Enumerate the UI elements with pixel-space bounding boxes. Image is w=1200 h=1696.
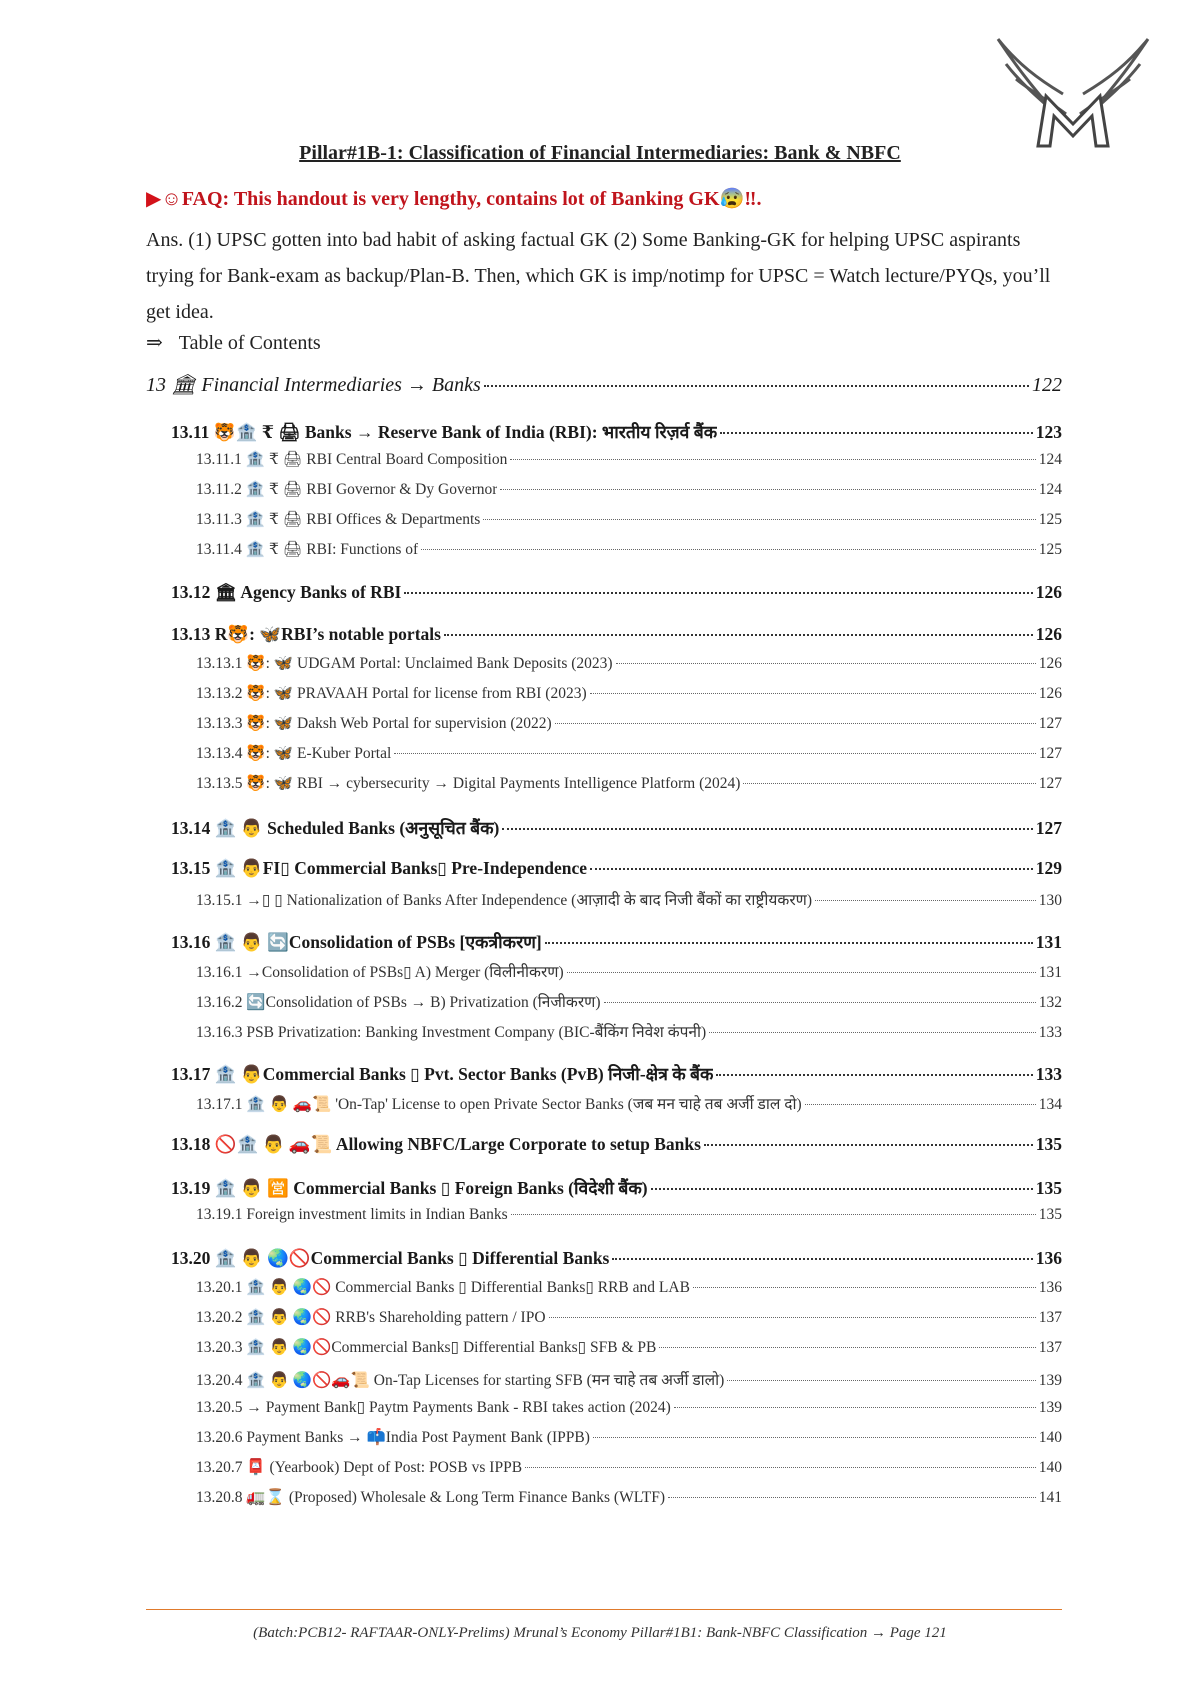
dot-leader bbox=[394, 753, 1035, 754]
toc-entry-label: 13 🏛 Financial Intermediaries → Banks bbox=[146, 374, 481, 396]
faq-suffix: ‼. bbox=[744, 188, 762, 210]
footer-rule bbox=[146, 1609, 1062, 1610]
toc-entry-label: 13.20.4 🏦 👨 🌏🚫🚗📜 On-Tap Licenses for starting SFB (मन चाहे तब अर्जी डालो) bbox=[196, 1372, 725, 1389]
toc-entry[interactable] bbox=[146, 1176, 1062, 1206]
toc-entry-label: 13.20.2 🏦 👨 🌏🚫 RRB's Shareholding pattern / IPO bbox=[196, 1309, 546, 1326]
dot-leader bbox=[549, 1317, 1036, 1318]
toc-entry[interactable] bbox=[146, 624, 1062, 654]
toc-entry-page: 127 bbox=[1038, 715, 1062, 732]
toc-entry-page: 135 bbox=[1035, 1134, 1062, 1154]
dot-leader bbox=[704, 1144, 1033, 1146]
toc-entry-label: 13.13.4 🐯: 🦋 E-Kuber Portal bbox=[196, 745, 392, 762]
dot-leader bbox=[616, 663, 1036, 664]
page-title: Pillar#1B-1: Classification of Financial Intermediaries: Bank & NBFC bbox=[299, 142, 901, 164]
toc-entry[interactable] bbox=[146, 684, 1062, 714]
toc-entry-page: 133 bbox=[1038, 1024, 1062, 1041]
toc-entry-page: 122 bbox=[1032, 374, 1062, 396]
dot-leader bbox=[612, 1258, 1032, 1260]
toc-entry-page: 140 bbox=[1038, 1429, 1062, 1446]
dot-leader bbox=[545, 942, 1033, 944]
table-of-contents bbox=[146, 372, 1062, 1518]
toc-entry-label: 13.15.1 →▯ ▯ Nationalization of Banks After Independence (आज़ादी के बाद निजी बैंकों का राष्ट्रीयकरण) bbox=[196, 892, 813, 909]
dot-leader bbox=[659, 1347, 1035, 1348]
toc-entry-label: 13.12 🏛 Agency Banks of RBI bbox=[171, 582, 402, 602]
toc-heading bbox=[146, 330, 321, 355]
toc-entry[interactable] bbox=[146, 774, 1062, 804]
toc-entry-label: 13.17 🏦 👨Commercial Banks ▯ Pvt. Sector Banks (PvB) निजी-क्षेत्र के बैंक bbox=[171, 1064, 714, 1084]
dot-leader bbox=[693, 1287, 1036, 1288]
toc-entry-label: 13.20 🏦 👨 🌏🚫Commercial Banks ▯ Differential Banks bbox=[171, 1248, 610, 1268]
toc-entry[interactable] bbox=[146, 450, 1062, 480]
dot-leader bbox=[555, 723, 1036, 724]
toc-entry-label: 13.11.3 🏦 ₹ 🖨 RBI Offices & Departments bbox=[196, 511, 481, 528]
toc-entry-page: 132 bbox=[1038, 994, 1062, 1011]
toc-entry-page: 139 bbox=[1038, 1399, 1062, 1416]
dot-leader bbox=[511, 1214, 1036, 1215]
toc-entry-page: 127 bbox=[1035, 818, 1062, 838]
toc-entry-page: 126 bbox=[1035, 582, 1062, 602]
toc-entry-label: 13.18 🚫🏦 👨 🚗📜 Allowing NBFC/Large Corporate to setup Banks bbox=[171, 1134, 701, 1154]
toc-entry-label: 13.13.5 🐯: 🦋 RBI → cybersecurity → Digital Payments Intelligence Platform (2024) bbox=[196, 775, 741, 792]
toc-entry-label: 13.16 🏦 👨 🔄Consolidation of PSBs [एकत्रीकरण] bbox=[171, 932, 542, 952]
toc-entry-label: 13.20.3 🏦 👨 🌏🚫Commercial Banks▯ Differential Banks▯ SFB & PB bbox=[196, 1339, 657, 1356]
toc-entry[interactable] bbox=[146, 1308, 1062, 1338]
baby-face-icon: ☺ bbox=[161, 188, 182, 210]
toc-entry-page: 123 bbox=[1035, 422, 1062, 442]
toc-entry[interactable] bbox=[146, 1278, 1062, 1308]
toc-entry-label: 13.16.3 PSB Privatization: Banking Investment Company (BIC-बैंकिंग निवेश कंपनी) bbox=[196, 1024, 707, 1041]
toc-entry[interactable] bbox=[146, 1458, 1062, 1488]
toc-entry[interactable] bbox=[146, 1248, 1062, 1278]
toc-entry[interactable] bbox=[146, 714, 1062, 744]
dot-leader bbox=[510, 459, 1035, 460]
dot-leader bbox=[674, 1407, 1036, 1408]
toc-entry-page: 124 bbox=[1038, 481, 1062, 498]
toc-entry[interactable] bbox=[146, 1368, 1062, 1398]
toc-entry-page: 137 bbox=[1038, 1339, 1062, 1356]
toc-entry[interactable] bbox=[146, 1488, 1062, 1518]
toc-entry-page: 125 bbox=[1038, 511, 1062, 528]
toc-entry[interactable] bbox=[146, 1338, 1062, 1368]
toc-entry-label: 13.15 🏦 👨FI▯ Commercial Banks▯ Pre-Independence bbox=[171, 858, 588, 878]
page-footer: (Batch:PCB12- RAFTAAR-ONLY-Prelims) Mrunal’s Economy Pillar#1B1: Bank-NBFC Classification → Page 121 bbox=[253, 1625, 947, 1641]
dot-leader bbox=[743, 783, 1035, 784]
toc-entry-label: 13.16.2 🔄Consolidation of PSBs → B) Privatization (निजीकरण) bbox=[196, 994, 601, 1011]
dot-leader bbox=[593, 1437, 1036, 1438]
toc-entry[interactable] bbox=[146, 1428, 1062, 1458]
dot-leader bbox=[709, 1032, 1036, 1033]
toc-entry[interactable] bbox=[146, 1206, 1062, 1236]
toc-entry-page: 135 bbox=[1038, 1206, 1062, 1223]
toc-entry-page: 141 bbox=[1038, 1489, 1062, 1506]
toc-entry-label: 13.20.6 Payment Banks → 📫India Post Payment Bank (IPPB) bbox=[196, 1429, 590, 1446]
toc-entry-page: 126 bbox=[1038, 685, 1062, 702]
dot-leader bbox=[483, 519, 1035, 520]
toc-entry-page: 126 bbox=[1038, 655, 1062, 672]
toc-entry[interactable] bbox=[146, 816, 1062, 846]
toc-entry-label: 13.16.1 →Consolidation of PSBs▯ A) Merger (विलीनीकरण) bbox=[196, 964, 564, 981]
toc-entry[interactable] bbox=[146, 510, 1062, 540]
toc-entry-label: 13.11.2 🏦 ₹ 🖨 RBI Governor & Dy Governor bbox=[196, 481, 498, 498]
dot-leader bbox=[590, 693, 1036, 694]
toc-entry-page: 140 bbox=[1038, 1459, 1062, 1476]
toc-entry-label: 13.20.5 → Payment Bank▯ Paytm Payments Bank - RBI takes action (2024) bbox=[196, 1399, 671, 1416]
toc-entry-page: 134 bbox=[1038, 1096, 1062, 1113]
toc-entry[interactable] bbox=[146, 960, 1062, 990]
toc-entry[interactable] bbox=[146, 888, 1062, 918]
dot-leader bbox=[500, 489, 1035, 490]
toc-entry[interactable] bbox=[146, 990, 1062, 1020]
toc-heading-text: Table of Contents bbox=[178, 332, 321, 354]
toc-entry[interactable] bbox=[146, 582, 1062, 612]
toc-entry-label: 13.11.1 🏦 ₹ 🖨 RBI Central Board Composition bbox=[196, 451, 508, 468]
dot-leader bbox=[805, 1104, 1036, 1105]
toc-entry[interactable] bbox=[146, 420, 1062, 450]
dot-leader bbox=[727, 1380, 1035, 1381]
toc-entry[interactable] bbox=[146, 744, 1062, 774]
dot-leader bbox=[720, 432, 1033, 434]
toc-entry[interactable] bbox=[146, 654, 1062, 684]
anxious-face-icon: 😰 bbox=[719, 188, 745, 210]
toc-entry-page: 124 bbox=[1038, 451, 1062, 468]
toc-entry[interactable] bbox=[146, 540, 1062, 570]
toc-entry-page: 137 bbox=[1038, 1309, 1062, 1326]
toc-entry-label: 13.13.2 🐯: 🦋 PRAVAAH Portal for license from RBI (2023) bbox=[196, 685, 587, 702]
dot-leader bbox=[444, 634, 1033, 636]
toc-entry-page: 125 bbox=[1038, 541, 1062, 558]
toc-entry-label: 13.14 🏦 👨 Scheduled Banks (अनुसूचित बैंक) bbox=[171, 818, 500, 838]
toc-entry-label: 13.13 R🐯: 🦋RBI’s notable portals bbox=[171, 624, 441, 644]
faq-text: FAQ: This handout is very lengthy, contains lot of Banking GK bbox=[181, 188, 720, 210]
toc-entry-label: 13.19.1 Foreign investment limits in Indian Banks bbox=[196, 1206, 508, 1223]
toc-entry-page: 127 bbox=[1038, 775, 1062, 792]
toc-entry-label: 13.20.8 🚛⌛ (Proposed) Wholesale & Long Term Finance Banks (WLTF) bbox=[196, 1489, 666, 1506]
toc-entry-page: 136 bbox=[1035, 1248, 1062, 1268]
toc-entry[interactable] bbox=[146, 480, 1062, 510]
toc-entry-page: 139 bbox=[1038, 1372, 1062, 1389]
toc-entry-page: 131 bbox=[1035, 932, 1062, 952]
toc-entry-page: 129 bbox=[1035, 858, 1062, 878]
toc-entry[interactable] bbox=[146, 1398, 1062, 1428]
toc-entry-label: 13.13.3 🐯: 🦋 Daksh Web Portal for supervision (2022) bbox=[196, 715, 552, 732]
dot-leader bbox=[651, 1188, 1033, 1190]
toc-entry-label: 13.11 🐯🏦 ₹ 🖨 Banks → Reserve Bank of India (RBI): भारतीय रिज़र्व बैंक bbox=[171, 422, 718, 442]
toc-entry-page: 135 bbox=[1035, 1178, 1062, 1198]
toc-entry-page: 126 bbox=[1035, 624, 1062, 644]
dot-leader bbox=[421, 549, 1036, 550]
toc-entry-label: 13.11.4 🏦 ₹ 🖨 RBI: Functions of bbox=[196, 541, 419, 558]
toc-entry-label: 13.17.1 🏦 👨 🚗📜 'On-Tap' License to open Private Sector Banks (जब मन चाहे तब अर्जी डाल दो) bbox=[196, 1096, 802, 1113]
toc-entry-page: 127 bbox=[1038, 745, 1062, 762]
dot-leader bbox=[525, 1467, 1036, 1468]
dot-leader bbox=[668, 1497, 1036, 1498]
toc-entry[interactable] bbox=[146, 1092, 1062, 1122]
toc-entry[interactable] bbox=[146, 1134, 1062, 1164]
toc-entry[interactable] bbox=[146, 372, 1062, 404]
toc-entry[interactable] bbox=[146, 1062, 1062, 1092]
toc-entry-label: 13.20.1 🏦 👨 🌏🚫 Commercial Banks ▯ Differential Banks▯ RRB and LAB bbox=[196, 1279, 690, 1296]
dot-leader bbox=[604, 1002, 1036, 1003]
dot-leader bbox=[815, 900, 1036, 901]
toc-entry-page: 131 bbox=[1038, 964, 1062, 981]
toc-entry-label: 13.20.7 📮 (Yearbook) Dept of Post: POSB vs IPPB bbox=[196, 1459, 523, 1476]
answer-paragraph: Ans. (1) UPSC gotten into bad habit of asking factual GK (2) Some Banking-GK for helping UPSC aspirants trying for Bank-exam as backup/Plan-B. Then, which GK is imp/notimp for UPSC = Watch lecture/PYQs, you’ll get idea. bbox=[146, 229, 1051, 323]
flag-icon: ▶ bbox=[146, 188, 162, 210]
dot-leader bbox=[716, 1074, 1032, 1076]
arrow-icon: ⇒ bbox=[146, 332, 163, 354]
toc-entry-page: 133 bbox=[1035, 1064, 1062, 1084]
dot-leader bbox=[502, 828, 1032, 830]
toc-entry[interactable] bbox=[146, 930, 1062, 960]
dot-leader bbox=[567, 972, 1036, 973]
toc-entry-page: 136 bbox=[1038, 1279, 1062, 1296]
dot-leader bbox=[404, 592, 1032, 594]
dot-leader bbox=[590, 868, 1033, 870]
dot-leader bbox=[484, 385, 1029, 387]
toc-entry[interactable] bbox=[146, 858, 1062, 888]
toc-entry-label: 13.19 🏦 👨 🈺 Commercial Banks ▯ Foreign Banks (विदेशी बैंक) bbox=[171, 1178, 648, 1198]
faq-line bbox=[146, 186, 762, 211]
toc-entry-label: 13.13.1 🐯: 🦋 UDGAM Portal: Unclaimed Bank Deposits (2023) bbox=[196, 655, 613, 672]
toc-entry-page: 130 bbox=[1038, 892, 1062, 909]
toc-entry[interactable] bbox=[146, 1020, 1062, 1050]
winged-m-logo-icon bbox=[988, 24, 1158, 149]
